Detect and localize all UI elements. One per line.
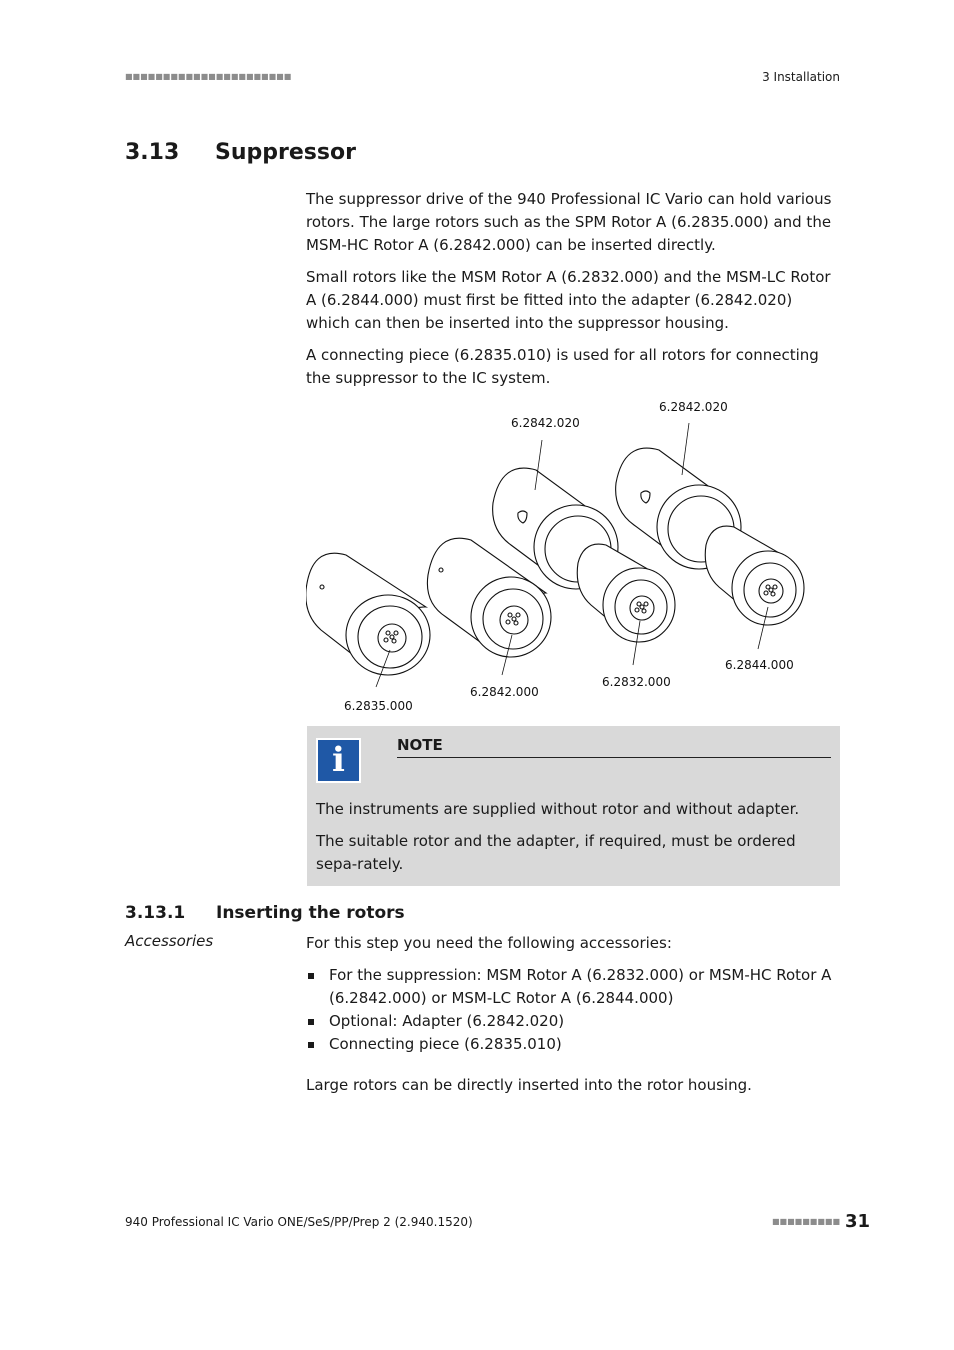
footer-decoration: ■■■■■■■■■ <box>772 1217 841 1226</box>
note-box <box>307 726 840 886</box>
note-line-1: The instruments are supplied without rotor and without adapter. <box>316 800 800 818</box>
side-label-accessories: Accessories <box>125 932 214 950</box>
info-icon <box>316 738 361 783</box>
chapter-title: 3 Installation <box>762 70 840 84</box>
label-rotor-msm-lc: 6.2844.000 <box>725 658 794 672</box>
accessories-intro: For this step you need the following accessories: <box>306 934 672 952</box>
paragraph-1: The suppressor drive of the 940 Professional IC Vario can hold various rotors. The large rotors such as the SPM Rotor A (6.2835.000) and the MSM-HC Rotor A (6.2842.000) can be inserted directly. <box>306 190 832 254</box>
label-rotor-msm: 6.2832.000 <box>602 675 671 689</box>
note-line-2: The suitable rotor and the adapter, if required, must be ordered sepa-rately. <box>316 832 796 873</box>
paragraph-2: Small rotors like the MSM Rotor A (6.2832.000) and the MSM-LC Rotor A (6.2844.000) must first be fitted into the adapter (6.2842.020) which can then be inserted into the suppressor housing. <box>306 268 831 332</box>
list-item: Optional: Adapter (6.2842.020) <box>306 1010 840 1033</box>
list-item: For the suppression: MSM Rotor A (6.2832.000) or MSM-HC Rotor A (6.2842.000) or MSM-LC Rotor A (6.2844.000) <box>306 964 840 1010</box>
list-item: Connecting piece (6.2835.010) <box>306 1033 840 1056</box>
page-number: 31 <box>845 1211 871 1232</box>
section-number: 3.13 <box>125 140 180 165</box>
footer-product: 940 Professional IC Vario ONE/SeS/PP/Prep 2 (2.940.1520) <box>125 1215 473 1229</box>
header-decoration: ■■■■■■■■■■■■■■■■■■■■■■ <box>125 72 292 81</box>
rotor-illustration <box>306 395 840 713</box>
paragraph-3: A connecting piece (6.2835.010) is used for all rotors for connecting the suppressor to the IC system. <box>306 346 819 387</box>
label-rotor-spm: 6.2835.000 <box>344 699 413 713</box>
rotor-msm-drawing <box>577 544 675 642</box>
note-title: NOTE <box>397 736 443 754</box>
accessories-list <box>306 964 840 1056</box>
info-icon-glyph: i <box>318 740 359 781</box>
label-adapter-left: 6.2842.020 <box>511 416 580 430</box>
section-body <box>306 188 840 390</box>
subsection-heading <box>125 903 405 923</box>
subsection-title: Inserting the rotors <box>216 903 405 923</box>
rotor-figure <box>306 395 840 713</box>
note-divider <box>397 757 831 758</box>
section-heading <box>125 140 356 165</box>
subsection-number: 3.13.1 <box>125 903 186 923</box>
rotor-msm-lc-drawing <box>705 526 804 625</box>
rotor-spm-drawing <box>306 553 430 675</box>
accessories-body <box>306 932 840 1097</box>
closing-paragraph: Large rotors can be directly inserted into the rotor housing. <box>306 1076 752 1094</box>
label-rotor-msm-hc: 6.2842.000 <box>470 685 539 699</box>
label-adapter-right: 6.2842.020 <box>659 400 728 414</box>
section-title: Suppressor <box>215 140 356 165</box>
